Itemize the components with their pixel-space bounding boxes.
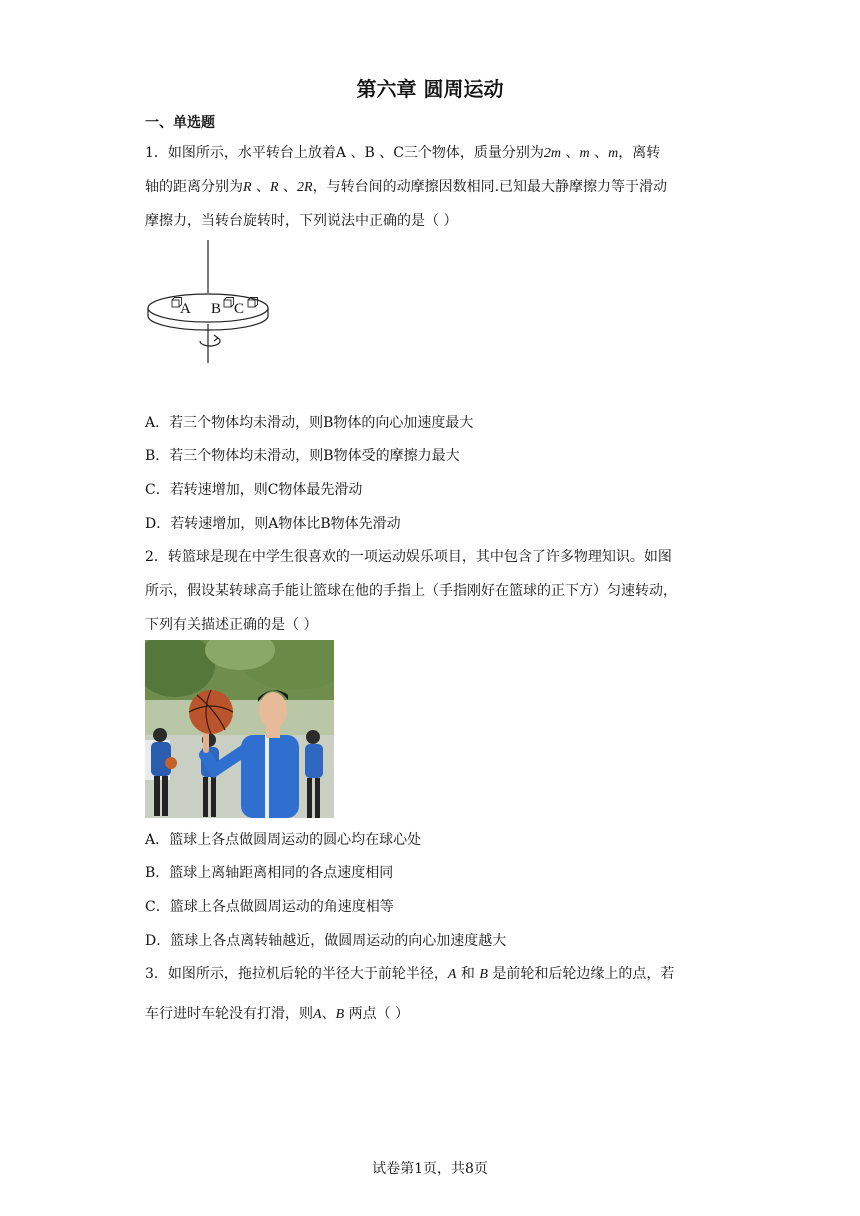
page-title: 第六章 圆周运动: [356, 77, 504, 101]
q2-line-1: 2．转篮球是现在中学生很喜欢的一项运动娱乐项目，其中包含了许多物理知识。如图: [145, 549, 672, 565]
label-b: B: [211, 301, 222, 317]
q1-line-3: 摩擦力，当转台旋转时，下列说法中正确的是（ ）: [145, 213, 458, 229]
q1-option-c: C．若转速增加，则C物体最先滑动: [145, 482, 363, 498]
q1-option-d: D．若转速增加，则A物体比B物体先滑动: [145, 516, 401, 532]
block-a: [172, 300, 179, 307]
q2-line-2: 所示，假设某转球高手能让篮球在他的手指上（手指刚好在篮球的正下方）匀速转动，: [145, 583, 677, 599]
q2-option-d: D．篮球上各点离转轴越近，做圆周运动的向心加速度越大: [145, 933, 507, 949]
basketball: [189, 690, 233, 734]
q1-line-1: 1．如图所示，水平转台上放着A 、B 、C三个物体，质量分别为2m 、m 、m，离转: [145, 145, 661, 161]
section-heading: 一、单选题: [145, 115, 215, 131]
q2-line-3: 下列有关描述正确的是（ ）: [145, 617, 318, 633]
q2-option-b: B．篮球上离轴距离相同的各点速度相同: [145, 865, 394, 881]
q2-option-c: C．篮球上各点做圆周运动的角速度相等: [145, 899, 394, 915]
q1-line-2: 轴的距离分别为R 、R 、2R，与转台间的动摩擦因数相同.已知最大静摩擦力等于滑动: [145, 179, 668, 195]
q1-option-a: A．若三个物体均未滑动，则B物体的向心加速度最大: [145, 415, 474, 431]
q3-line-1: 3．如图所示，拖拉机后轮的半径大于前轮半径，A 和 B 是前轮和后轮边缘上的点，若: [145, 966, 675, 982]
turntable-figure: [140, 238, 280, 364]
label-a: A: [180, 301, 191, 317]
q3-line-2: 车行进时车轮没有打滑，则A、B 两点（ ）: [145, 1006, 410, 1022]
basketball-photo: [145, 640, 334, 818]
page-footer: 试卷第1页，共8页: [372, 1161, 488, 1177]
q2-option-a: A．篮球上各点做圆周运动的圆心均在球心处: [145, 832, 422, 848]
block-b: [224, 300, 231, 307]
block-c: [248, 300, 255, 307]
rotation-arrowhead: [214, 335, 218, 341]
label-c: C: [234, 301, 245, 317]
q1-option-b: B．若三个物体均未滑动，则B物体受的摩擦力最大: [145, 448, 460, 464]
